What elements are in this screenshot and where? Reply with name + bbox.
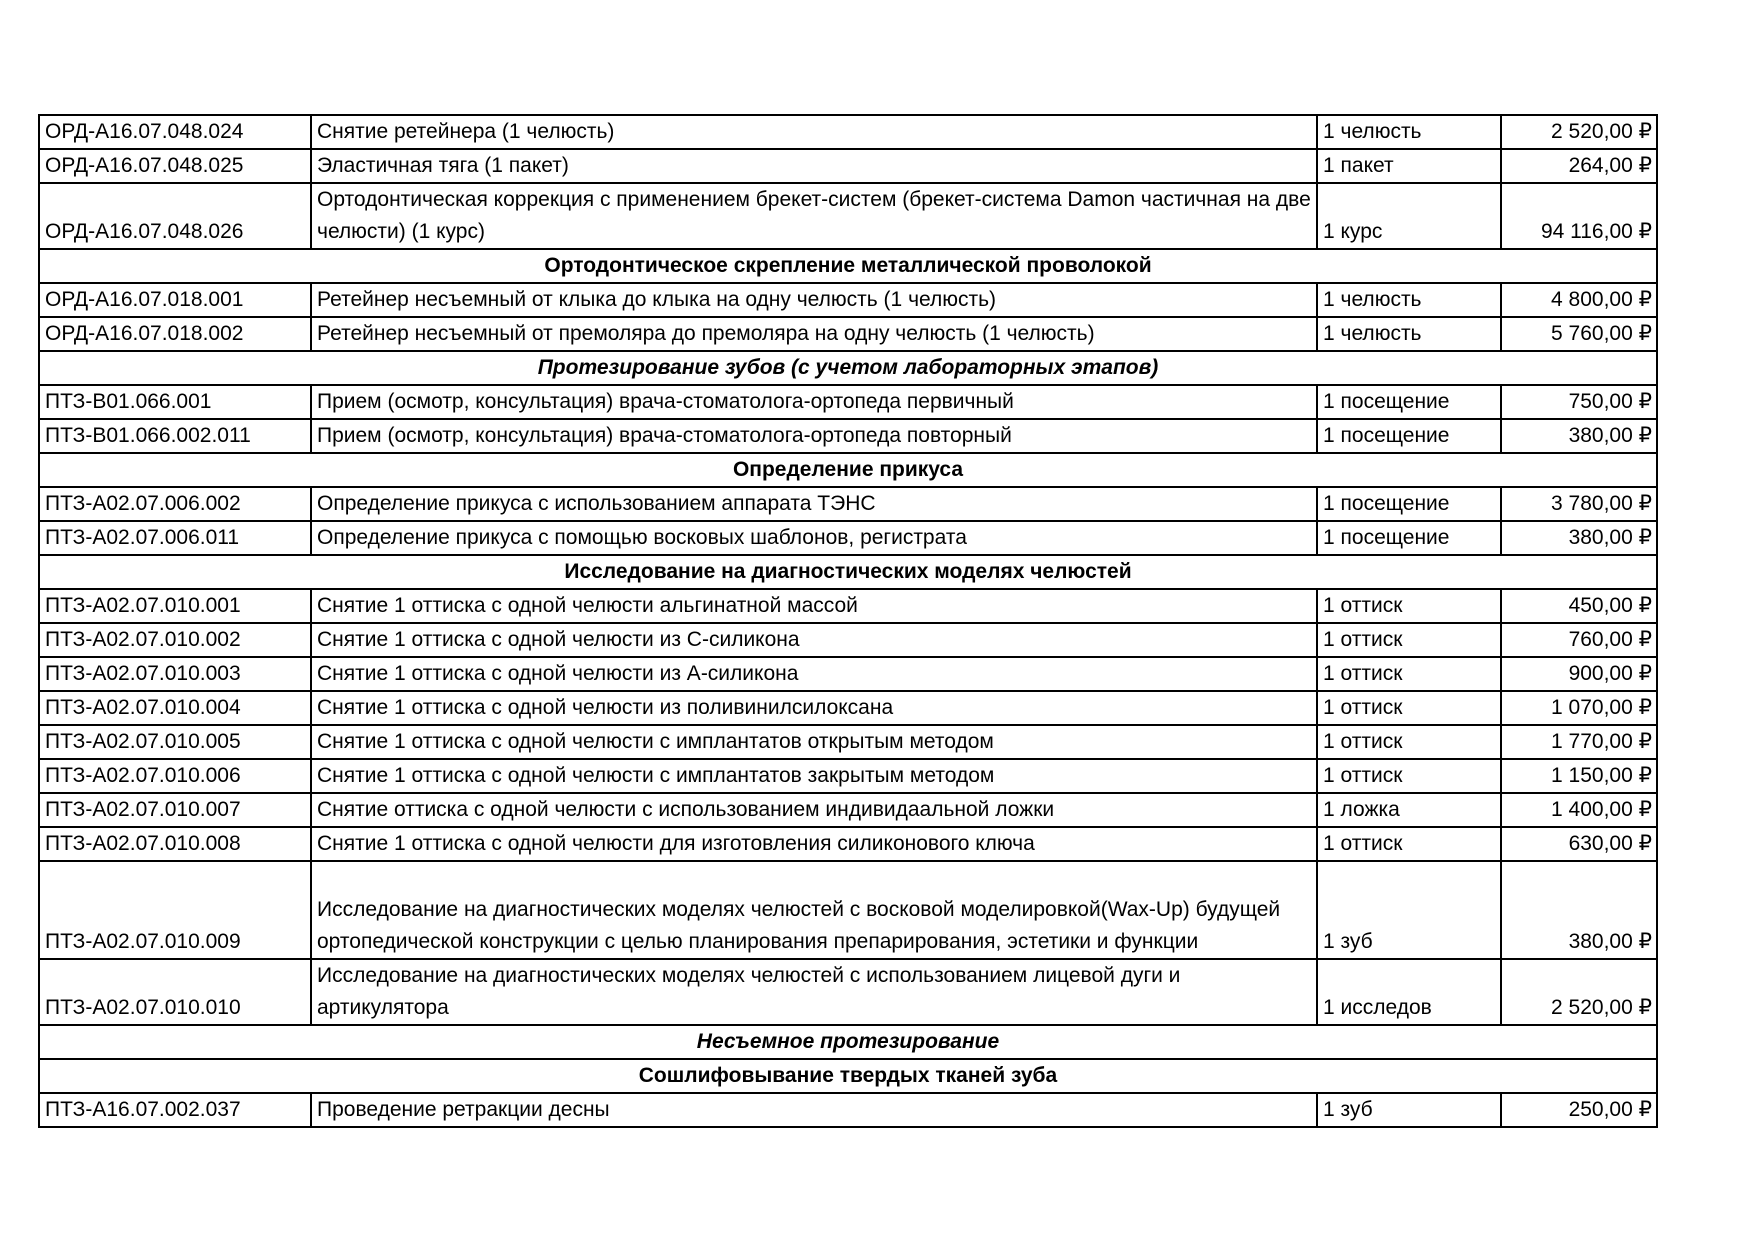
service-unit-cell: 1 оттиск — [1317, 623, 1501, 657]
service-unit-cell: 1 оттиск — [1317, 725, 1501, 759]
service-code-cell: ПТЗ-A16.07.002.037 — [39, 1093, 311, 1127]
service-unit-cell: 1 оттиск — [1317, 589, 1501, 623]
service-description-cell: Исследование на диагностических моделях челюстей с использованием лицевой дуги и артикулятора — [311, 959, 1317, 1025]
service-code-cell: ПТЗ-A02.07.006.011 — [39, 521, 311, 555]
service-code-cell: ПТЗ-A02.07.010.003 — [39, 657, 311, 691]
service-description-cell: Определение прикуса с использованием аппарата ТЭНС — [311, 487, 1317, 521]
service-price-cell: 1 400,00 ₽ — [1501, 793, 1657, 827]
service-price-cell: 1 150,00 ₽ — [1501, 759, 1657, 793]
service-price-cell: 380,00 ₽ — [1501, 419, 1657, 453]
section-title: Протезирование зубов (с учетом лабораторных этапов) — [39, 351, 1657, 385]
service-code-cell: ПТЗ-A02.07.010.009 — [39, 861, 311, 959]
service-description-cell: Снятие 1 оттиска с одной челюсти с имплантатов открытым методом — [311, 725, 1317, 759]
service-description-cell: Снятие 1 оттиска с одной челюсти из С-силикона — [311, 623, 1317, 657]
section-header-row — [39, 249, 1657, 283]
service-price-cell: 1 070,00 ₽ — [1501, 691, 1657, 725]
service-code-cell: ОРД-A16.07.018.001 — [39, 283, 311, 317]
service-unit-cell: 1 посещение — [1317, 385, 1501, 419]
service-row — [39, 759, 1657, 793]
service-description-cell: Снятие 1 оттиска с одной челюсти из поливинилсилоксана — [311, 691, 1317, 725]
service-price-cell: 750,00 ₽ — [1501, 385, 1657, 419]
service-price-cell: 760,00 ₽ — [1501, 623, 1657, 657]
service-price-cell: 450,00 ₽ — [1501, 589, 1657, 623]
service-row — [39, 283, 1657, 317]
service-description-cell: Исследование на диагностических моделях челюстей с восковой моделировкой(Wax-Up) будущей ортопедической конструкции с целью планирования препарирования, эстетики и функции — [311, 861, 1317, 959]
service-unit-cell: 1 оттиск — [1317, 657, 1501, 691]
service-code-cell: ПТЗ-A02.07.010.005 — [39, 725, 311, 759]
service-unit-cell: 1 зуб — [1317, 861, 1501, 959]
service-code-cell: ОРД-A16.07.048.024 — [39, 115, 311, 149]
section-title: Исследование на диагностических моделях челюстей — [39, 555, 1657, 589]
service-unit-cell: 1 курс — [1317, 183, 1501, 249]
service-row — [39, 725, 1657, 759]
service-price-cell: 2 520,00 ₽ — [1501, 959, 1657, 1025]
service-price-cell: 5 760,00 ₽ — [1501, 317, 1657, 351]
service-unit-cell: 1 исследов — [1317, 959, 1501, 1025]
service-row — [39, 623, 1657, 657]
service-row — [39, 657, 1657, 691]
service-price-cell: 1 770,00 ₽ — [1501, 725, 1657, 759]
service-price-cell: 380,00 ₽ — [1501, 861, 1657, 959]
service-row — [39, 521, 1657, 555]
service-unit-cell: 1 оттиск — [1317, 827, 1501, 861]
service-price-cell: 4 800,00 ₽ — [1501, 283, 1657, 317]
section-header-row — [39, 453, 1657, 487]
service-code-cell: ПТЗ-A02.07.010.007 — [39, 793, 311, 827]
section-header-row — [39, 1025, 1657, 1059]
service-description-cell: Проведение ретракции десны — [311, 1093, 1317, 1127]
service-row — [39, 419, 1657, 453]
service-code-cell: ПТЗ-A02.07.010.004 — [39, 691, 311, 725]
service-price-cell: 630,00 ₽ — [1501, 827, 1657, 861]
service-price-cell: 250,00 ₽ — [1501, 1093, 1657, 1127]
service-unit-cell: 1 челюсть — [1317, 115, 1501, 149]
service-code-cell: ПТЗ-A02.07.006.002 — [39, 487, 311, 521]
section-header-row — [39, 555, 1657, 589]
service-row — [39, 385, 1657, 419]
section-title: Определение прикуса — [39, 453, 1657, 487]
service-description-cell: Ретейнер несъемный от клыка до клыка на одну челюсть (1 челюсть) — [311, 283, 1317, 317]
service-unit-cell: 1 посещение — [1317, 419, 1501, 453]
section-header-row — [39, 1059, 1657, 1093]
service-unit-cell: 1 ложка — [1317, 793, 1501, 827]
service-description-cell: Снятие 1 оттиска с одной челюсти с имплантатов закрытым методом — [311, 759, 1317, 793]
service-row — [39, 861, 1657, 959]
service-description-cell: Снятие оттиска с одной челюсти с использованием индивидаальной ложки — [311, 793, 1317, 827]
service-code-cell: ПТЗ-B01.066.002.011 — [39, 419, 311, 453]
service-code-cell: ПТЗ-A02.07.010.002 — [39, 623, 311, 657]
service-description-cell: Снятие 1 оттиска с одной челюсти альгинатной массой — [311, 589, 1317, 623]
service-code-cell: ОРД-A16.07.048.026 — [39, 183, 311, 249]
service-price-cell: 94 116,00 ₽ — [1501, 183, 1657, 249]
service-unit-cell: 1 посещение — [1317, 487, 1501, 521]
service-code-cell: ПТЗ-A02.07.010.008 — [39, 827, 311, 861]
service-code-cell: ПТЗ-A02.07.010.010 — [39, 959, 311, 1025]
section-title: Ортодонтическое скрепление металлической проволокой — [39, 249, 1657, 283]
service-row — [39, 589, 1657, 623]
section-title: Несъемное протезирование — [39, 1025, 1657, 1059]
service-code-cell: ПТЗ-A02.07.010.001 — [39, 589, 311, 623]
service-row — [39, 317, 1657, 351]
service-price-cell: 380,00 ₽ — [1501, 521, 1657, 555]
service-code-cell: ПТЗ-A02.07.010.006 — [39, 759, 311, 793]
service-row — [39, 793, 1657, 827]
service-price-cell: 2 520,00 ₽ — [1501, 115, 1657, 149]
service-description-cell: Эластичная тяга (1 пакет) — [311, 149, 1317, 183]
service-row — [39, 183, 1657, 249]
service-price-cell: 3 780,00 ₽ — [1501, 487, 1657, 521]
service-row — [39, 487, 1657, 521]
service-unit-cell: 1 оттиск — [1317, 759, 1501, 793]
price-list-body — [39, 115, 1657, 1127]
service-code-cell: ОРД-A16.07.048.025 — [39, 149, 311, 183]
service-row — [39, 827, 1657, 861]
service-description-cell: Снятие 1 оттиска с одной челюсти для изготовления силиконового ключа — [311, 827, 1317, 861]
service-price-cell: 264,00 ₽ — [1501, 149, 1657, 183]
service-description-cell: Прием (осмотр, консультация) врача-стоматолога-ортопеда повторный — [311, 419, 1317, 453]
service-code-cell: ПТЗ-B01.066.001 — [39, 385, 311, 419]
service-row — [39, 115, 1657, 149]
price-list-table — [38, 114, 1658, 1128]
service-unit-cell: 1 челюсть — [1317, 317, 1501, 351]
service-price-cell: 900,00 ₽ — [1501, 657, 1657, 691]
service-description-cell: Определение прикуса с помощью восковых шаблонов, регистрата — [311, 521, 1317, 555]
service-description-cell: Ортодонтическая коррекция с применением брекет-систем (брекет-система Damon частичная на две челюсти) (1 курс) — [311, 183, 1317, 249]
service-unit-cell: 1 челюсть — [1317, 283, 1501, 317]
service-description-cell: Прием (осмотр, консультация) врача-стоматолога-ортопеда первичный — [311, 385, 1317, 419]
service-unit-cell: 1 зуб — [1317, 1093, 1501, 1127]
service-row — [39, 959, 1657, 1025]
service-description-cell: Снятие ретейнера (1 челюсть) — [311, 115, 1317, 149]
section-title: Сошлифовывание твердых тканей зуба — [39, 1059, 1657, 1093]
service-row — [39, 691, 1657, 725]
service-unit-cell: 1 посещение — [1317, 521, 1501, 555]
service-row — [39, 149, 1657, 183]
service-description-cell: Ретейнер несъемный от премоляра до премоляра на одну челюсть (1 челюсть) — [311, 317, 1317, 351]
service-row — [39, 1093, 1657, 1127]
section-header-row — [39, 351, 1657, 385]
service-unit-cell: 1 оттиск — [1317, 691, 1501, 725]
service-code-cell: ОРД-A16.07.018.002 — [39, 317, 311, 351]
service-unit-cell: 1 пакет — [1317, 149, 1501, 183]
service-description-cell: Снятие 1 оттиска с одной челюсти из А-силикона — [311, 657, 1317, 691]
